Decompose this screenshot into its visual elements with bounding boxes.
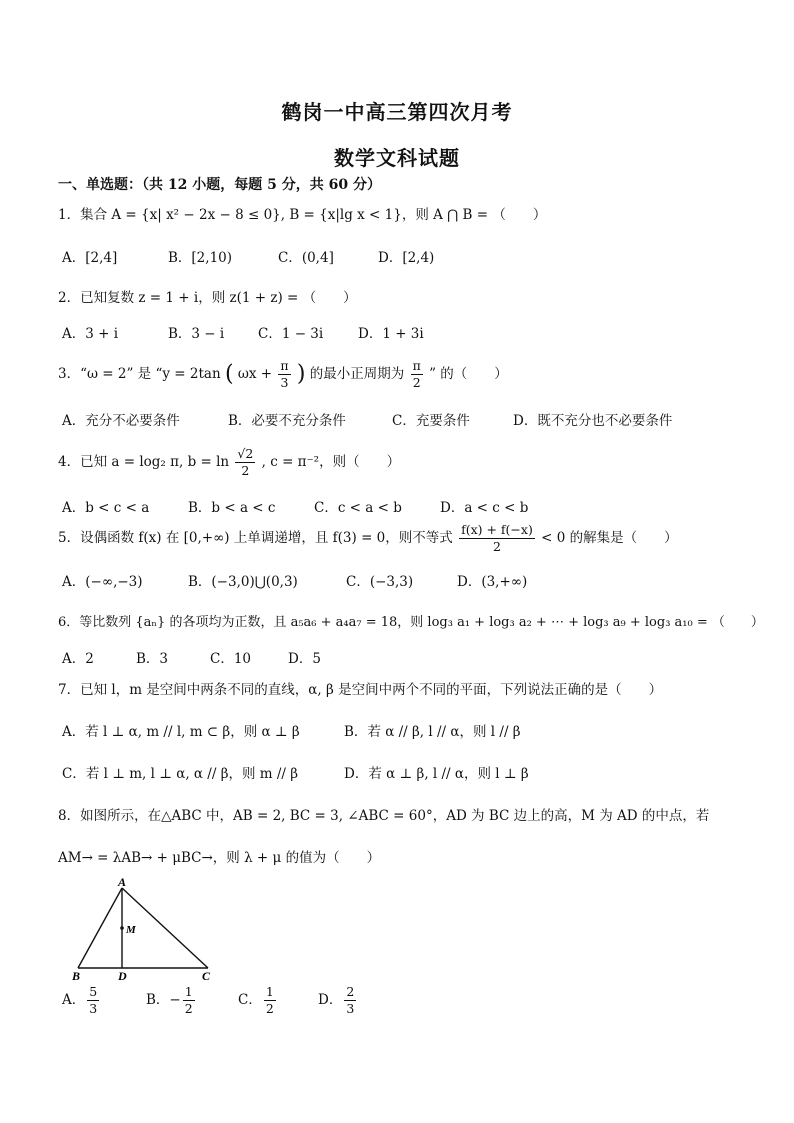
question-2-option-d: D．1 + 3i — [358, 326, 424, 342]
question-4-fraction — [235, 446, 255, 479]
question-5-stem-part-b: < 0 的解集是（ ） — [541, 530, 678, 546]
question-3-option-c: C．充要条件 — [392, 413, 470, 429]
question-4-stem-part-b: , c = π⁻²，则（ ） — [261, 454, 401, 470]
question-3-stem-part-c: ” 的（ ） — [429, 366, 508, 382]
left-paren: ( — [224, 361, 234, 387]
exam-subtitle: 数学文科试题 — [334, 146, 460, 170]
question-4-option-b: B．b < a < c — [188, 500, 276, 516]
segment-ab — [78, 888, 122, 968]
fraction-denominator: 3 — [89, 1001, 98, 1016]
question-5-option-c: C．(−3,3) — [346, 574, 414, 590]
question-5-stem-part-a: 5．设偶函数 f(x) 在 [0,+∞) 上单调递增，且 f(3) = 0，则不等式 — [58, 530, 453, 546]
fraction-denominator: 2 — [184, 1001, 193, 1016]
question-5-option-a: A．(−∞,−3) — [62, 574, 143, 590]
question-3-option-b: B．必要不充分条件 — [228, 413, 346, 429]
question-3-stem-part-a: 3．“ω = 2” 是 “y = 2tan — [58, 366, 221, 382]
option-fraction — [183, 984, 195, 1017]
question-5-stem — [58, 522, 678, 555]
triangle-figure — [66, 876, 226, 982]
question-2-option-a: A．3 + i — [62, 326, 119, 342]
option-letter: D． — [318, 992, 343, 1008]
label-a: A — [118, 876, 127, 889]
label-c: C — [202, 969, 211, 982]
question-8-stem: 8．如图所示，在△ABC 中，AB = 2, BC = 3, ∠ABC = 60°，AD 为 BC 边上的高，M 为 AD 的中点，若 — [58, 808, 710, 824]
question-8-option-d — [318, 984, 358, 1017]
question-8-option-c — [238, 984, 278, 1017]
section-heading: 一、单选题：（共 12 小题，每题 5 分，共 60 分） — [58, 177, 381, 193]
question-3-paren-inner: ωx + — [237, 366, 273, 382]
option-fraction — [87, 984, 99, 1017]
question-3-stem — [58, 358, 508, 391]
question-6-option-d: D．5 — [288, 651, 321, 667]
fraction-numerator: 1 — [184, 984, 193, 999]
question-1-option-c: C．(0,4] — [278, 250, 334, 266]
label-m: M — [126, 924, 136, 936]
question-1-option-d: D．[2,4) — [378, 250, 435, 266]
question-1-stem: 1．集合 A = {x| x² − 2x − 8 ≤ 0}, B = {x|lg x < 1}，则 A ⋂ B = （ ） — [58, 207, 547, 223]
fraction-numerator: f(x) + f(−x) — [461, 522, 533, 537]
right-paren: ) — [296, 361, 306, 387]
question-6-option-a: A．2 — [62, 651, 94, 667]
question-2-option-b: B．3 − i — [168, 326, 225, 342]
question-1-option-a: A．[2,4] — [62, 250, 118, 266]
label-d: D — [118, 969, 127, 982]
fraction-numerator: 5 — [89, 984, 98, 999]
option-letter: A． — [62, 992, 86, 1008]
question-2-stem: 2．已知复数 z = 1 + i，则 z(1 + z) = （ ） — [58, 290, 357, 306]
question-8-stem-line-2: AM→ = λAB→ + μBC→，则 λ + μ 的值为（ ） — [58, 850, 381, 866]
question-3-stem-part-b: 的最小正周期为 — [309, 366, 405, 382]
fraction-numerator: π — [412, 358, 421, 373]
fraction-numerator: 2 — [346, 984, 355, 999]
question-5-option-d: D．(3,+∞) — [457, 574, 528, 590]
question-4-option-d: D．a < c < b — [440, 500, 529, 516]
question-1-option-b: B．[2,10) — [168, 250, 233, 266]
question-7-option-a: A．若 l ⊥ α, m // l, m ⊂ β，则 α ⊥ β — [62, 724, 300, 740]
fraction-numerator: π — [280, 358, 289, 373]
question-4-stem-part-a: 4．已知 a = log₂ π, b = ln — [58, 454, 230, 470]
question-8-option-b — [146, 984, 197, 1017]
fraction-denominator: 2 — [241, 463, 250, 478]
question-3-fraction-2 — [411, 358, 423, 391]
fraction-denominator: 3 — [280, 375, 289, 390]
point-m — [120, 926, 124, 930]
question-5-option-b: B．(−3,0)⋃(0,3) — [188, 574, 298, 590]
option-fraction — [344, 984, 356, 1017]
question-4-option-c: C．c < a < b — [314, 500, 402, 516]
question-3-fraction-1 — [278, 358, 290, 391]
fraction-numerator: 1 — [265, 984, 274, 999]
exam-title: 鹤岗一中高三第四次月考 — [281, 100, 513, 124]
fraction-denominator: 2 — [265, 1001, 274, 1016]
question-7-option-b: B．若 α // β, l // α，则 l // β — [344, 724, 521, 740]
question-7-option-c: C．若 l ⊥ m, l ⊥ α, α // β，则 m // β — [62, 766, 299, 782]
option-letter: C． — [238, 992, 262, 1008]
question-3-option-a: A．充分不必要条件 — [62, 413, 180, 429]
option-fraction — [264, 984, 276, 1017]
fraction-numerator: √2 — [237, 446, 254, 461]
question-2-option-c: C．1 − 3i — [258, 326, 324, 342]
question-7-stem: 7．已知 l，m 是空间中两条不同的直线，α, β 是空间中两个不同的平面，下列说法正确的是（ ） — [58, 682, 663, 698]
option-letter: B． — [146, 992, 170, 1008]
question-6-stem: 6．等比数列 {aₙ} 的各项均为正数，且 a₅a₆ + a₄a₇ = 18，则 log₃ a₁ + log₃ a₂ + ⋯ + log₃ a₉ + log₃ a₁₀ = （ ） — [58, 615, 764, 630]
question-6-option-b: B．3 — [136, 651, 169, 667]
fraction-denominator: 3 — [346, 1001, 355, 1016]
question-5-fraction — [459, 522, 535, 555]
fraction-denominator: 2 — [492, 539, 501, 554]
question-3-option-d: D．既不充分也不必要条件 — [513, 413, 673, 429]
fraction-denominator: 2 — [412, 375, 421, 390]
option-sign: − — [169, 992, 181, 1008]
question-7-option-d: D．若 α ⊥ β, l // α，则 l ⊥ β — [344, 766, 529, 782]
question-6-option-c: C．10 — [210, 651, 252, 667]
question-8-option-a — [62, 984, 101, 1017]
question-4-option-a: A．b < c < a — [62, 500, 150, 516]
label-b: B — [72, 969, 81, 982]
question-4-stem — [58, 446, 400, 479]
